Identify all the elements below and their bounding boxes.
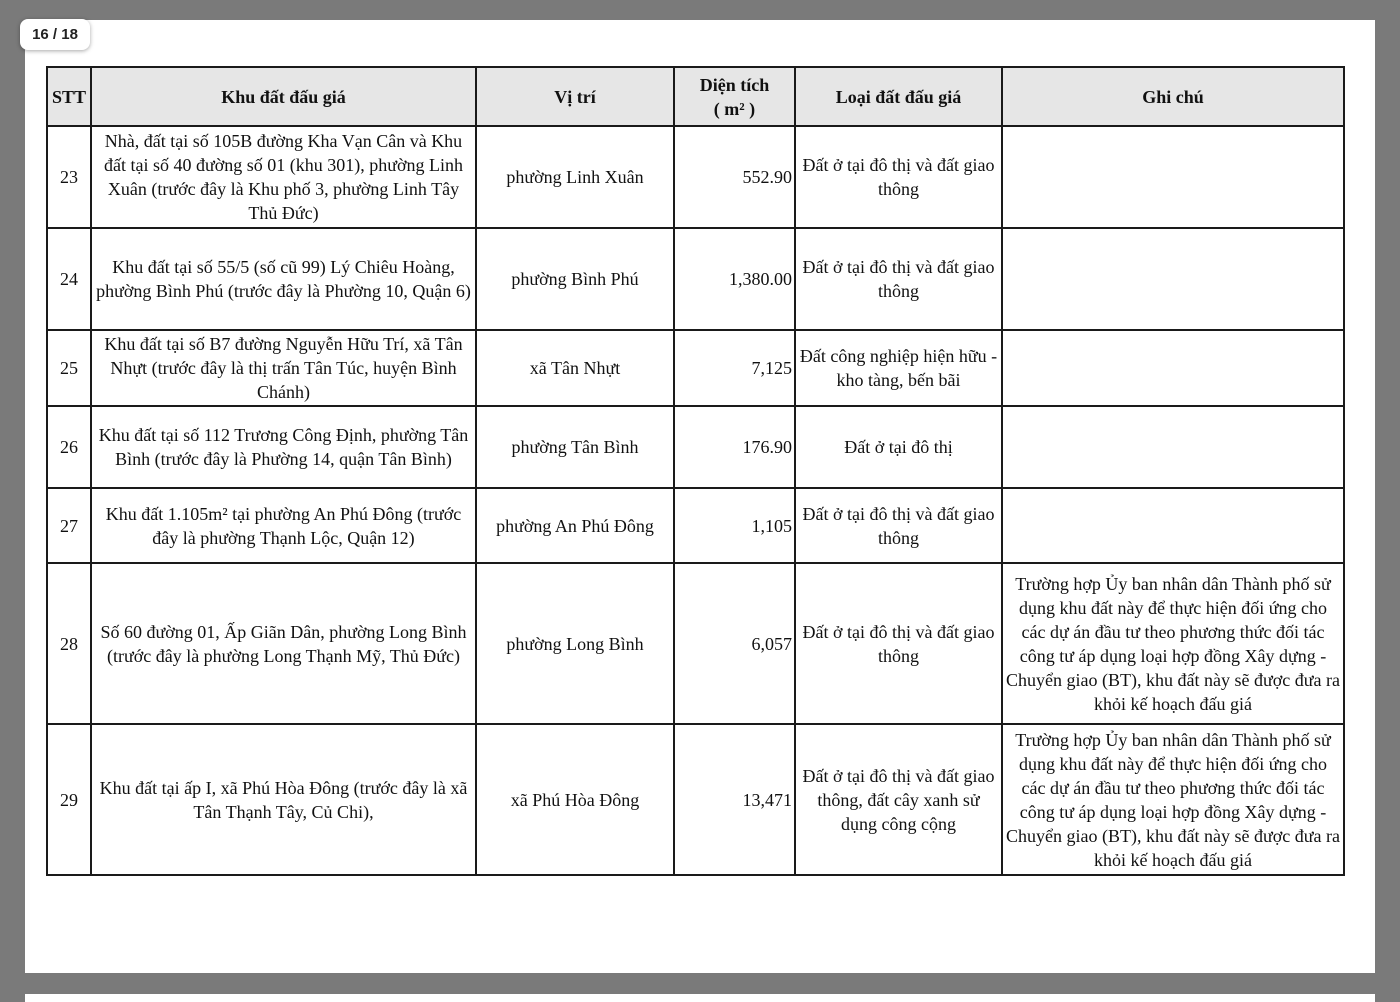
cell-loai-dat: Đất ở tại đô thị	[795, 406, 1002, 488]
cell-vi-tri: phường Tân Bình	[476, 406, 674, 488]
cell-vi-tri: phường Bình Phú	[476, 228, 674, 330]
cell-ghi-chu	[1002, 228, 1344, 330]
cell-ghi-chu	[1002, 330, 1344, 406]
cell-dien-tich: 176.90	[674, 406, 795, 488]
header-loai-dat: Loại đất đấu giá	[795, 67, 1002, 126]
cell-khu-dat: Nhà, đất tại số 105B đường Kha Vạn Cân và Khu đất tại số 40 đường số 01 (khu 301), phường Linh Xuân (trước đây là Khu phố 3, phường Linh Tây Thủ Đức)	[91, 126, 476, 228]
next-document-page	[25, 994, 1375, 1002]
cell-stt: 27	[47, 488, 91, 563]
cell-stt: 25	[47, 330, 91, 406]
cell-loai-dat: Đất ở tại đô thị và đất giao thông	[795, 126, 1002, 228]
header-dien-tich-unit: ( m² )	[713, 98, 756, 119]
cell-loai-dat: Đất ở tại đô thị và đất giao thông	[795, 563, 1002, 724]
cell-stt: 29	[47, 724, 91, 875]
cell-khu-dat: Số 60 đường 01, Ấp Giãn Dân, phường Long Bình (trước đây là phường Long Thạnh Mỹ, Thủ Đức)	[91, 563, 476, 724]
table-row	[47, 406, 1344, 488]
cell-khu-dat: Khu đất tại ấp I, xã Phú Hòa Đông (trước đây là xã Tân Thạnh Tây, Củ Chi),	[91, 724, 476, 875]
table-row	[47, 724, 1344, 875]
cell-khu-dat: Khu đất tại số B7 đường Nguyễn Hữu Trí, xã Tân Nhựt (trước đây là thị trấn Tân Túc, huyện Bình Chánh)	[91, 330, 476, 406]
table-header-row	[47, 67, 1344, 126]
cell-ghi-chu: Trường hợp Ủy ban nhân dân Thành phố sử dụng khu đất này để thực hiện đối ứng cho các dự án đầu tư theo phương thức đối tác công tư áp dụng loại hợp đồng Xây dựng - Chuyển giao (BT), khu đất này sẽ được đưa ra khỏi kế hoạch đấu giá	[1002, 563, 1344, 724]
cell-vi-tri: phường An Phú Đông	[476, 488, 674, 563]
cell-stt: 28	[47, 563, 91, 724]
header-dien-tich	[674, 67, 795, 126]
cell-vi-tri: phường Linh Xuân	[476, 126, 674, 228]
auction-land-table	[46, 66, 1345, 876]
header-khu-dat: Khu đất đấu giá	[91, 67, 476, 126]
cell-ghi-chu: Trường hợp Ủy ban nhân dân Thành phố sử dụng khu đất này để thực hiện đối ứng cho các dự án đầu tư theo phương thức đối tác công tư áp dụng loại hợp đồng Xây dựng - Chuyển giao (BT), khu đất này sẽ được đưa ra khỏi kế hoạch đấu giá	[1002, 724, 1344, 875]
cell-ghi-chu	[1002, 126, 1344, 228]
cell-loai-dat: Đất ở tại đô thị và đất giao thông, đất cây xanh sử dụng công cộng	[795, 724, 1002, 875]
header-dien-tich-label: Diện tích	[699, 74, 770, 95]
cell-vi-tri: xã Phú Hòa Đông	[476, 724, 674, 875]
cell-dien-tich: 1,105	[674, 488, 795, 563]
cell-stt: 26	[47, 406, 91, 488]
cell-stt: 23	[47, 126, 91, 228]
cell-ghi-chu	[1002, 488, 1344, 563]
cell-dien-tich: 1,380.00	[674, 228, 795, 330]
table-row	[47, 126, 1344, 228]
header-stt: STT	[47, 67, 91, 126]
cell-dien-tich: 7,125	[674, 330, 795, 406]
cell-loai-dat: Đất công nghiệp hiện hữu - kho tàng, bến bãi	[795, 330, 1002, 406]
cell-khu-dat: Khu đất 1.105m² tại phường An Phú Đông (trước đây là phường Thạnh Lộc, Quận 12)	[91, 488, 476, 563]
page-indicator: 16 / 18	[20, 19, 90, 50]
cell-loai-dat: Đất ở tại đô thị và đất giao thông	[795, 228, 1002, 330]
header-ghi-chu: Ghi chú	[1002, 67, 1344, 126]
cell-stt: 24	[47, 228, 91, 330]
cell-vi-tri: xã Tân Nhựt	[476, 330, 674, 406]
table-row	[47, 488, 1344, 563]
table-row	[47, 228, 1344, 330]
cell-khu-dat: Khu đất tại số 112 Trương Công Định, phường Tân Bình (trước đây là Phường 14, quận Tân Bình)	[91, 406, 476, 488]
cell-ghi-chu	[1002, 406, 1344, 488]
cell-loai-dat: Đất ở tại đô thị và đất giao thông	[795, 488, 1002, 563]
cell-vi-tri: phường Long Bình	[476, 563, 674, 724]
cell-dien-tich: 6,057	[674, 563, 795, 724]
header-vi-tri: Vị trí	[476, 67, 674, 126]
cell-khu-dat: Khu đất tại số 55/5 (số cũ 99) Lý Chiêu Hoàng, phường Bình Phú (trước đây là Phường 10, Quận 6)	[91, 228, 476, 330]
cell-dien-tich: 552.90	[674, 126, 795, 228]
table-row	[47, 563, 1344, 724]
table-row	[47, 330, 1344, 406]
cell-dien-tich: 13,471	[674, 724, 795, 875]
